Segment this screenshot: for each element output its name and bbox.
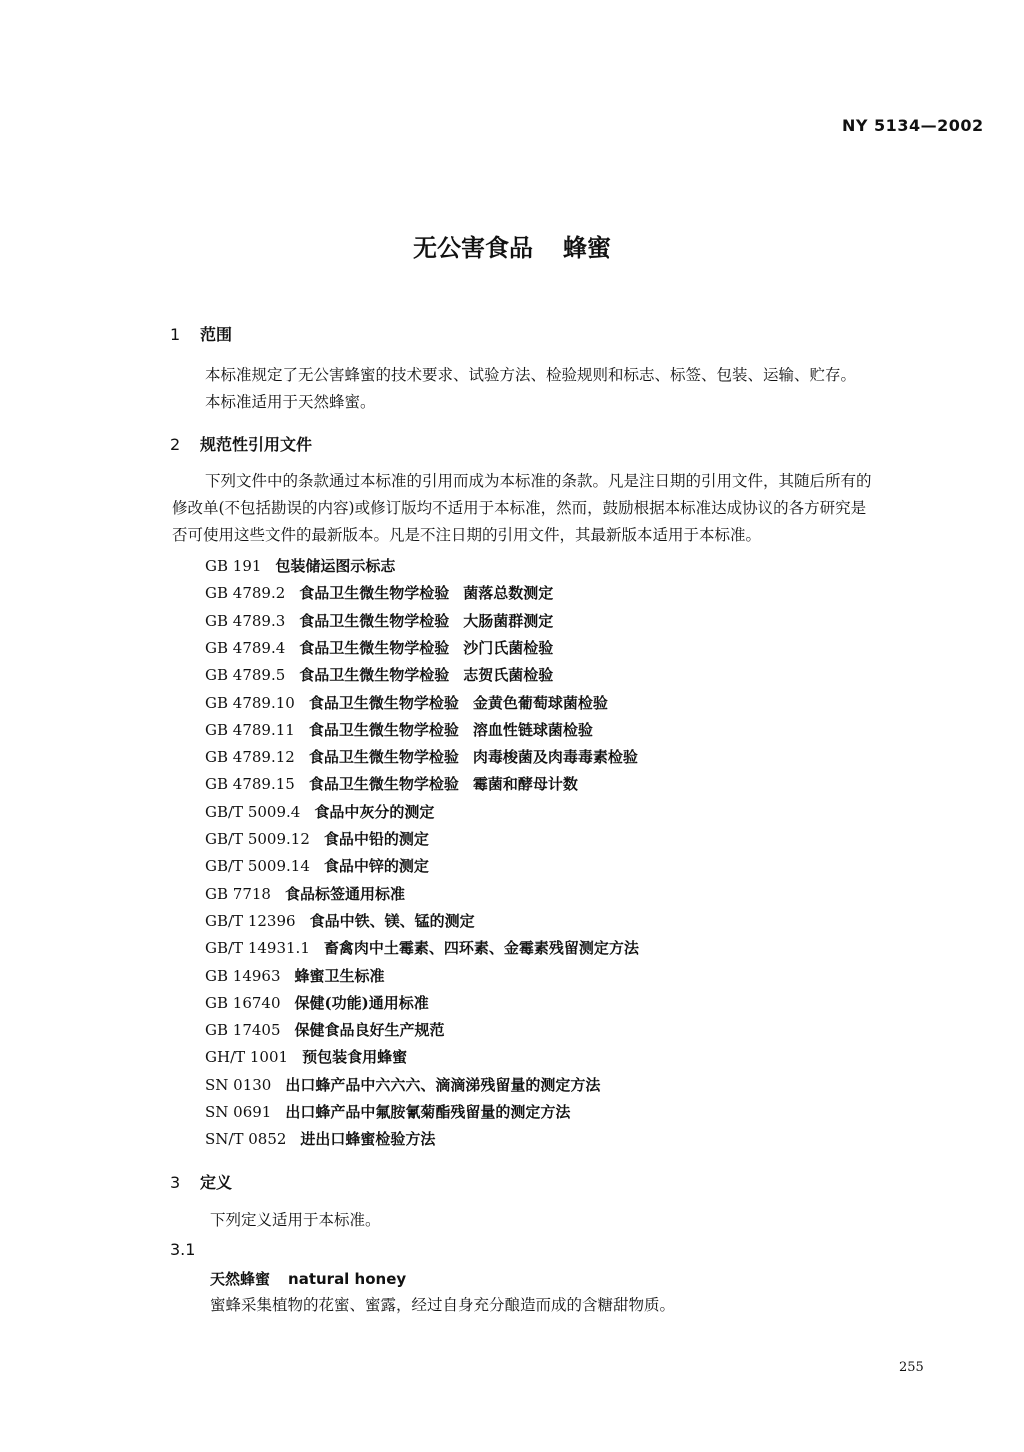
reference-title: 食品卫生微生物学检验 [299,611,450,630]
section-1-paragraph-2: 本标准适用于天然蜂蜜。 [205,393,376,411]
reference-code: SN 0691 [205,1103,272,1121]
reference-title: 食品卫生微生物学检验 [299,584,450,603]
reference-item [205,1046,407,1067]
reference-item [205,937,639,958]
reference-item [205,1101,570,1122]
reference-subtitle: 溶血性链球菌检验 [472,720,593,739]
reference-code: GB 14963 [205,966,281,985]
reference-code: SN/T 0852 [205,1130,287,1149]
reference-title: 进出口蜂蜜检验方法 [300,1130,436,1149]
reference-title: 食品中铁、镁、锰的测定 [309,911,475,930]
reference-item [205,992,429,1013]
reference-code: GB 7718 [205,884,271,903]
section-title: 范围 [200,325,233,344]
section-1-heading [170,322,232,345]
reference-code: GB 4789.10 [205,693,295,712]
page-title [0,228,1024,263]
reference-item [205,1074,600,1095]
reference-subtitle: 沙门氏菌检验 [463,638,554,657]
reference-subtitle: 肉毒梭菌及肉毒毒素检验 [472,748,638,767]
document-number: NY 5134—2002 [842,116,984,135]
section-3-heading [170,1170,232,1193]
reference-item [205,719,593,740]
reference-code: GB/T 5009.14 [205,857,310,876]
title-part-1: 无公害食品 [413,234,533,262]
definition-text: 蜜蜂采集植物的花蜜、蜜露，经过自身充分酿造而成的含糖甜物质。 [210,1296,676,1314]
page-number: 255 [899,1360,924,1375]
reference-code: GB/T 14931.1 [205,939,310,958]
section-1-paragraph-1: 本标准规定了无公害蜂蜜的技术要求、试验方法、检验规则和标志、标签、包装、运输、贮存。 [205,366,857,384]
reference-item [205,1019,445,1040]
definition-term [210,1268,406,1289]
section-title: 定义 [200,1173,233,1192]
section-3-paragraph: 下列定义适用于本标准。 [210,1211,381,1229]
reference-subtitle: 霉菌和酵母计数 [472,775,578,794]
reference-subtitle: 大肠菌群测定 [463,611,554,630]
section-2-paragraph-line-2: 修改单(不包括勘误的内容)或修订版均不适用于本标准，然而，鼓励根据本标准达成协议的各方研究是 [172,499,867,517]
reference-code: GB 4789.2 [205,584,286,603]
reference-title: 食品卫生微生物学检验 [308,775,459,794]
reference-item [205,692,608,713]
reference-item [205,855,429,876]
term-chinese: 天然蜂蜜 [210,1270,271,1288]
reference-title: 食品标签通用标准 [284,884,405,903]
reference-title: 出口蜂产品中六六六、滴滴涕残留量的测定方法 [285,1075,601,1094]
reference-title: 食品卫生微生物学检验 [299,666,450,685]
reference-title: 保健食品良好生产规范 [294,1021,445,1040]
reference-title: 食品中铅的测定 [323,830,429,848]
reference-title: 食品卫生微生物学检验 [308,748,459,767]
reference-title: 食品中锌的测定 [323,857,429,876]
section-title: 规范性引用文件 [200,435,313,454]
reference-subtitle: 志贺氏菌检验 [463,666,554,685]
reference-code: GB 16740 [205,993,281,1012]
reference-code: GB 191 [205,557,262,575]
reference-title: 畜禽肉中土霉素、四环素、金霉素残留测定方法 [323,939,639,958]
reference-code: GB/T 12396 [205,911,296,930]
reference-item [205,910,475,931]
reference-code: GB 4789.3 [205,611,286,630]
section-2-paragraph-line-3: 否可使用这些文件的最新版本。凡是不注日期的引用文件，其最新版本适用于本标准。 [172,526,762,544]
reference-item [205,801,434,822]
reference-item [205,1128,435,1149]
reference-subtitle: 菌落总数测定 [463,584,554,603]
reference-title: 食品卫生微生物学检验 [299,638,450,657]
reference-title: 包装储运图示标志 [275,557,396,575]
reference-code: GB 4789.11 [205,720,295,739]
reference-code: GH/T 1001 [205,1048,289,1067]
reference-item [205,582,553,603]
reference-code: SN 0130 [205,1075,272,1094]
reference-code: GB 4789.15 [205,775,295,794]
reference-item [205,828,429,849]
reference-code: GB/T 5009.4 [205,802,301,821]
reference-code: GB 4789.12 [205,748,295,767]
section-2-heading [170,432,312,455]
reference-item [205,746,638,767]
reference-code: GB 4789.4 [205,638,286,657]
definition-number: 3.1 [170,1240,196,1259]
section-2-paragraph-line-1: 下列文件中的条款通过本标准的引用而成为本标准的条款。凡是注日期的引用文件，其随后所有的 [205,472,872,490]
reference-item [205,773,578,794]
reference-title: 出口蜂产品中氟胺氰菊酯残留量的测定方法 [285,1103,571,1121]
reference-code: GB 4789.5 [205,666,286,685]
reference-item [205,664,553,685]
reference-subtitle: 金黄色葡萄球菌检验 [472,693,608,712]
reference-item [205,965,385,986]
section-number: 3 [170,1173,181,1192]
reference-title: 预包装食用蜂蜜 [302,1048,408,1067]
reference-item [205,883,405,904]
reference-item [205,555,395,576]
reference-title: 食品中灰分的测定 [314,802,435,821]
reference-item [205,637,553,658]
section-number: 1 [170,325,181,344]
reference-code: GB 17405 [205,1021,281,1040]
reference-title: 食品卫生微生物学检验 [308,720,459,739]
reference-title: 蜂蜜卫生标准 [294,966,385,985]
term-english: natural honey [288,1270,407,1288]
reference-item [205,610,553,631]
reference-title: 食品卫生微生物学检验 [308,693,459,712]
title-part-2: 蜂蜜 [563,234,611,262]
section-number: 2 [170,435,181,454]
reference-title: 保健(功能)通用标准 [294,993,429,1012]
reference-code: GB/T 5009.12 [205,830,310,848]
